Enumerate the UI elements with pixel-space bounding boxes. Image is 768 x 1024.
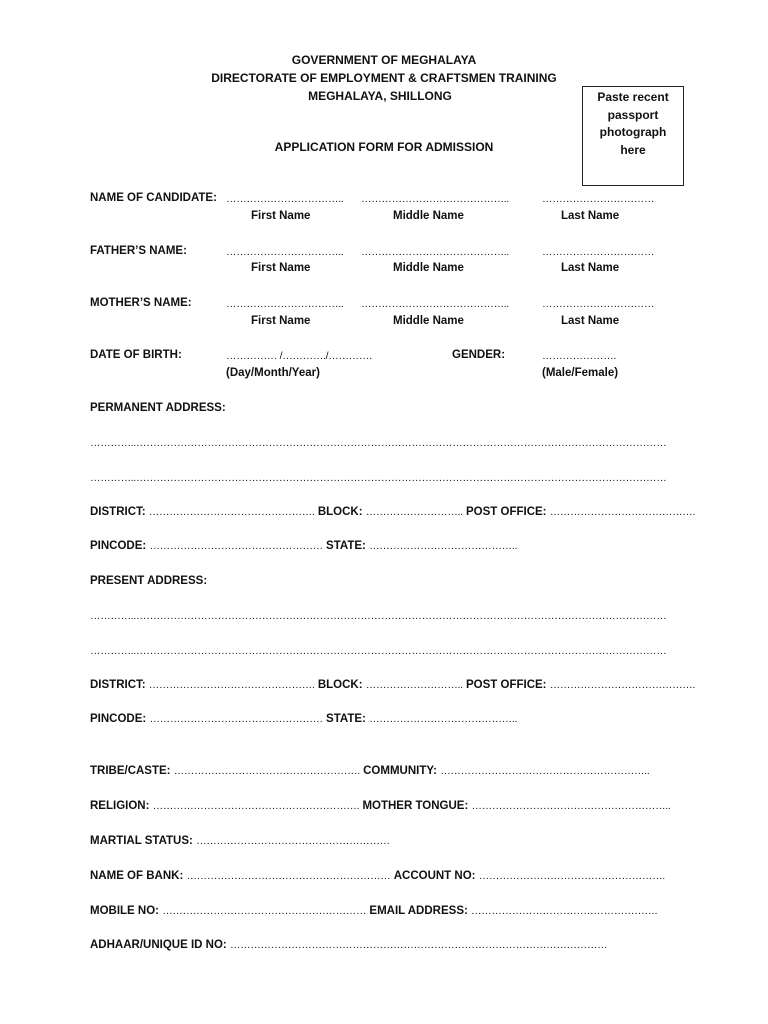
community-label: COMMUNITY: xyxy=(363,765,438,777)
middle-name-sublabel: Middle Name xyxy=(393,262,464,274)
bank-row xyxy=(90,870,665,882)
mother-name-label: MOTHER’S NAME: xyxy=(90,297,192,309)
email-address-field[interactable]: ………………………………………………. xyxy=(471,905,658,917)
form-title: APPLICATION FORM FOR ADMISSION xyxy=(274,140,494,154)
mother-first-name-field[interactable]: …………………………….. xyxy=(226,298,344,310)
tribe-community-row xyxy=(90,765,649,777)
contact-row xyxy=(90,905,657,917)
post-office-label: POST OFFICE: xyxy=(466,679,547,691)
community-field[interactable]: …………………………………………………….. xyxy=(440,765,650,777)
header-line-2: DIRECTORATE OF EMPLOYMENT & CRAFTSMEN TRAINING xyxy=(211,71,557,85)
first-name-sublabel: First Name xyxy=(251,262,311,274)
permanent-block-field[interactable]: ……………………….. xyxy=(365,506,463,518)
account-no-label: ACCOUNT NO: xyxy=(393,870,476,882)
present-pincode-field[interactable]: …………………………………………… xyxy=(149,713,323,725)
district-label: DISTRICT: xyxy=(90,679,146,691)
present-pincode-row xyxy=(90,713,517,725)
permanent-address-line-1[interactable]: …………..………………………………………………………………………………………………………………………………………… xyxy=(90,437,667,449)
account-no-field[interactable]: ………………………………………………. xyxy=(478,870,665,882)
bank-name-label: NAME OF BANK: xyxy=(90,870,184,882)
email-address-label: EMAIL ADDRESS: xyxy=(369,905,468,917)
adhaar-label: ADHAAR/UNIQUE ID NO: xyxy=(90,939,227,951)
mother-middle-name-field[interactable]: …………………………………….. xyxy=(361,298,510,310)
permanent-district-field[interactable]: …………………………………………. xyxy=(148,506,315,518)
gender-field[interactable]: …………………. xyxy=(542,350,617,362)
permanent-post-office-field[interactable]: ……………………………………. xyxy=(549,506,696,518)
present-address-line-1[interactable]: …………..………………………………………………………………………………………………………………………………………… xyxy=(90,610,667,622)
candidate-middle-name-field[interactable]: …………………………………….. xyxy=(361,193,510,205)
last-name-sublabel: Last Name xyxy=(561,210,620,222)
tribe-caste-field[interactable]: ………………………………………………. xyxy=(173,765,360,777)
father-first-name-field[interactable]: …………………………….. xyxy=(226,246,344,258)
mobile-no-label: MOBILE NO: xyxy=(90,905,159,917)
state-label: STATE: xyxy=(326,540,366,552)
block-label: BLOCK: xyxy=(317,679,363,691)
father-last-name-field[interactable]: …………………………… xyxy=(542,246,655,258)
middle-name-sublabel: Middle Name xyxy=(393,210,464,222)
present-address-label: PRESENT ADDRESS: xyxy=(90,575,208,587)
permanent-pincode-field[interactable]: …………………………………………… xyxy=(149,540,323,552)
header-line-3: MEGHALAYA, SHILLONG xyxy=(308,89,452,103)
header-line-1: GOVERNMENT OF MEGHALAYA xyxy=(291,53,477,67)
religion-row xyxy=(90,800,671,812)
first-name-sublabel: First Name xyxy=(251,315,311,327)
marital-status-row xyxy=(90,835,390,847)
father-name-label: FATHER’S NAME: xyxy=(90,245,187,257)
dob-hint: (Day/Month/Year) xyxy=(226,367,320,379)
permanent-state-field[interactable]: …………………………………….. xyxy=(369,540,518,552)
mother-tongue-field[interactable]: ………………………………………………….. xyxy=(471,800,671,812)
tribe-caste-label: TRIBE/CASTE: xyxy=(90,765,171,777)
permanent-address-label: PERMANENT ADDRESS: xyxy=(90,402,226,414)
gender-hint: (Male/Female) xyxy=(542,367,619,379)
candidate-name-label: NAME OF CANDIDATE: xyxy=(90,192,217,204)
first-name-sublabel: First Name xyxy=(251,210,311,222)
bank-name-field[interactable]: …………………………………………………… xyxy=(186,870,391,882)
marital-status-field[interactable]: ………………………………………………… xyxy=(196,835,390,847)
block-label: BLOCK: xyxy=(317,506,363,518)
present-district-field[interactable]: …………………………………………. xyxy=(148,679,315,691)
last-name-sublabel: Last Name xyxy=(561,262,620,274)
adhaar-row xyxy=(90,939,607,951)
present-address-line-2[interactable]: …………..………………………………………………………………………………………………………………………………………… xyxy=(90,645,667,657)
religion-label: RELIGION: xyxy=(90,800,150,812)
candidate-first-name-field[interactable]: …………………………….. xyxy=(226,193,344,205)
pincode-label: PINCODE: xyxy=(90,713,147,725)
dob-label: DATE OF BIRTH: xyxy=(90,349,182,361)
permanent-district-row xyxy=(90,506,696,518)
permanent-pincode-row xyxy=(90,540,517,552)
present-post-office-field[interactable]: ……………………………………. xyxy=(549,679,696,691)
mobile-no-field[interactable]: …………………………………………………… xyxy=(162,905,367,917)
mother-tongue-label: MOTHER TONGUE: xyxy=(362,800,469,812)
adhaar-field[interactable]: ………………………………………………………………………………………………… xyxy=(229,939,608,951)
candidate-last-name-field[interactable]: …………………………… xyxy=(542,193,655,205)
pincode-label: PINCODE: xyxy=(90,540,147,552)
dob-field[interactable]: …………… /…………./…………. xyxy=(226,350,372,362)
post-office-label: POST OFFICE: xyxy=(466,506,547,518)
mother-last-name-field[interactable]: …………………………… xyxy=(542,298,655,310)
gender-label: GENDER: xyxy=(452,349,506,361)
religion-field[interactable]: ……………………………………………………. xyxy=(152,800,360,812)
marital-status-label: MARTIAL STATUS: xyxy=(90,835,193,847)
photo-box[interactable]: Paste recent passport photograph here xyxy=(582,86,684,186)
permanent-address-line-2[interactable]: …………..………………………………………………………………………………………………………………………………………… xyxy=(90,472,667,484)
present-district-row xyxy=(90,679,696,691)
present-state-field[interactable]: …………………………………….. xyxy=(369,713,518,725)
last-name-sublabel: Last Name xyxy=(561,315,620,327)
present-block-field[interactable]: ……………………….. xyxy=(365,679,463,691)
district-label: DISTRICT: xyxy=(90,506,146,518)
state-label: STATE: xyxy=(326,713,366,725)
father-middle-name-field[interactable]: …………………………………….. xyxy=(361,246,510,258)
middle-name-sublabel: Middle Name xyxy=(393,315,464,327)
